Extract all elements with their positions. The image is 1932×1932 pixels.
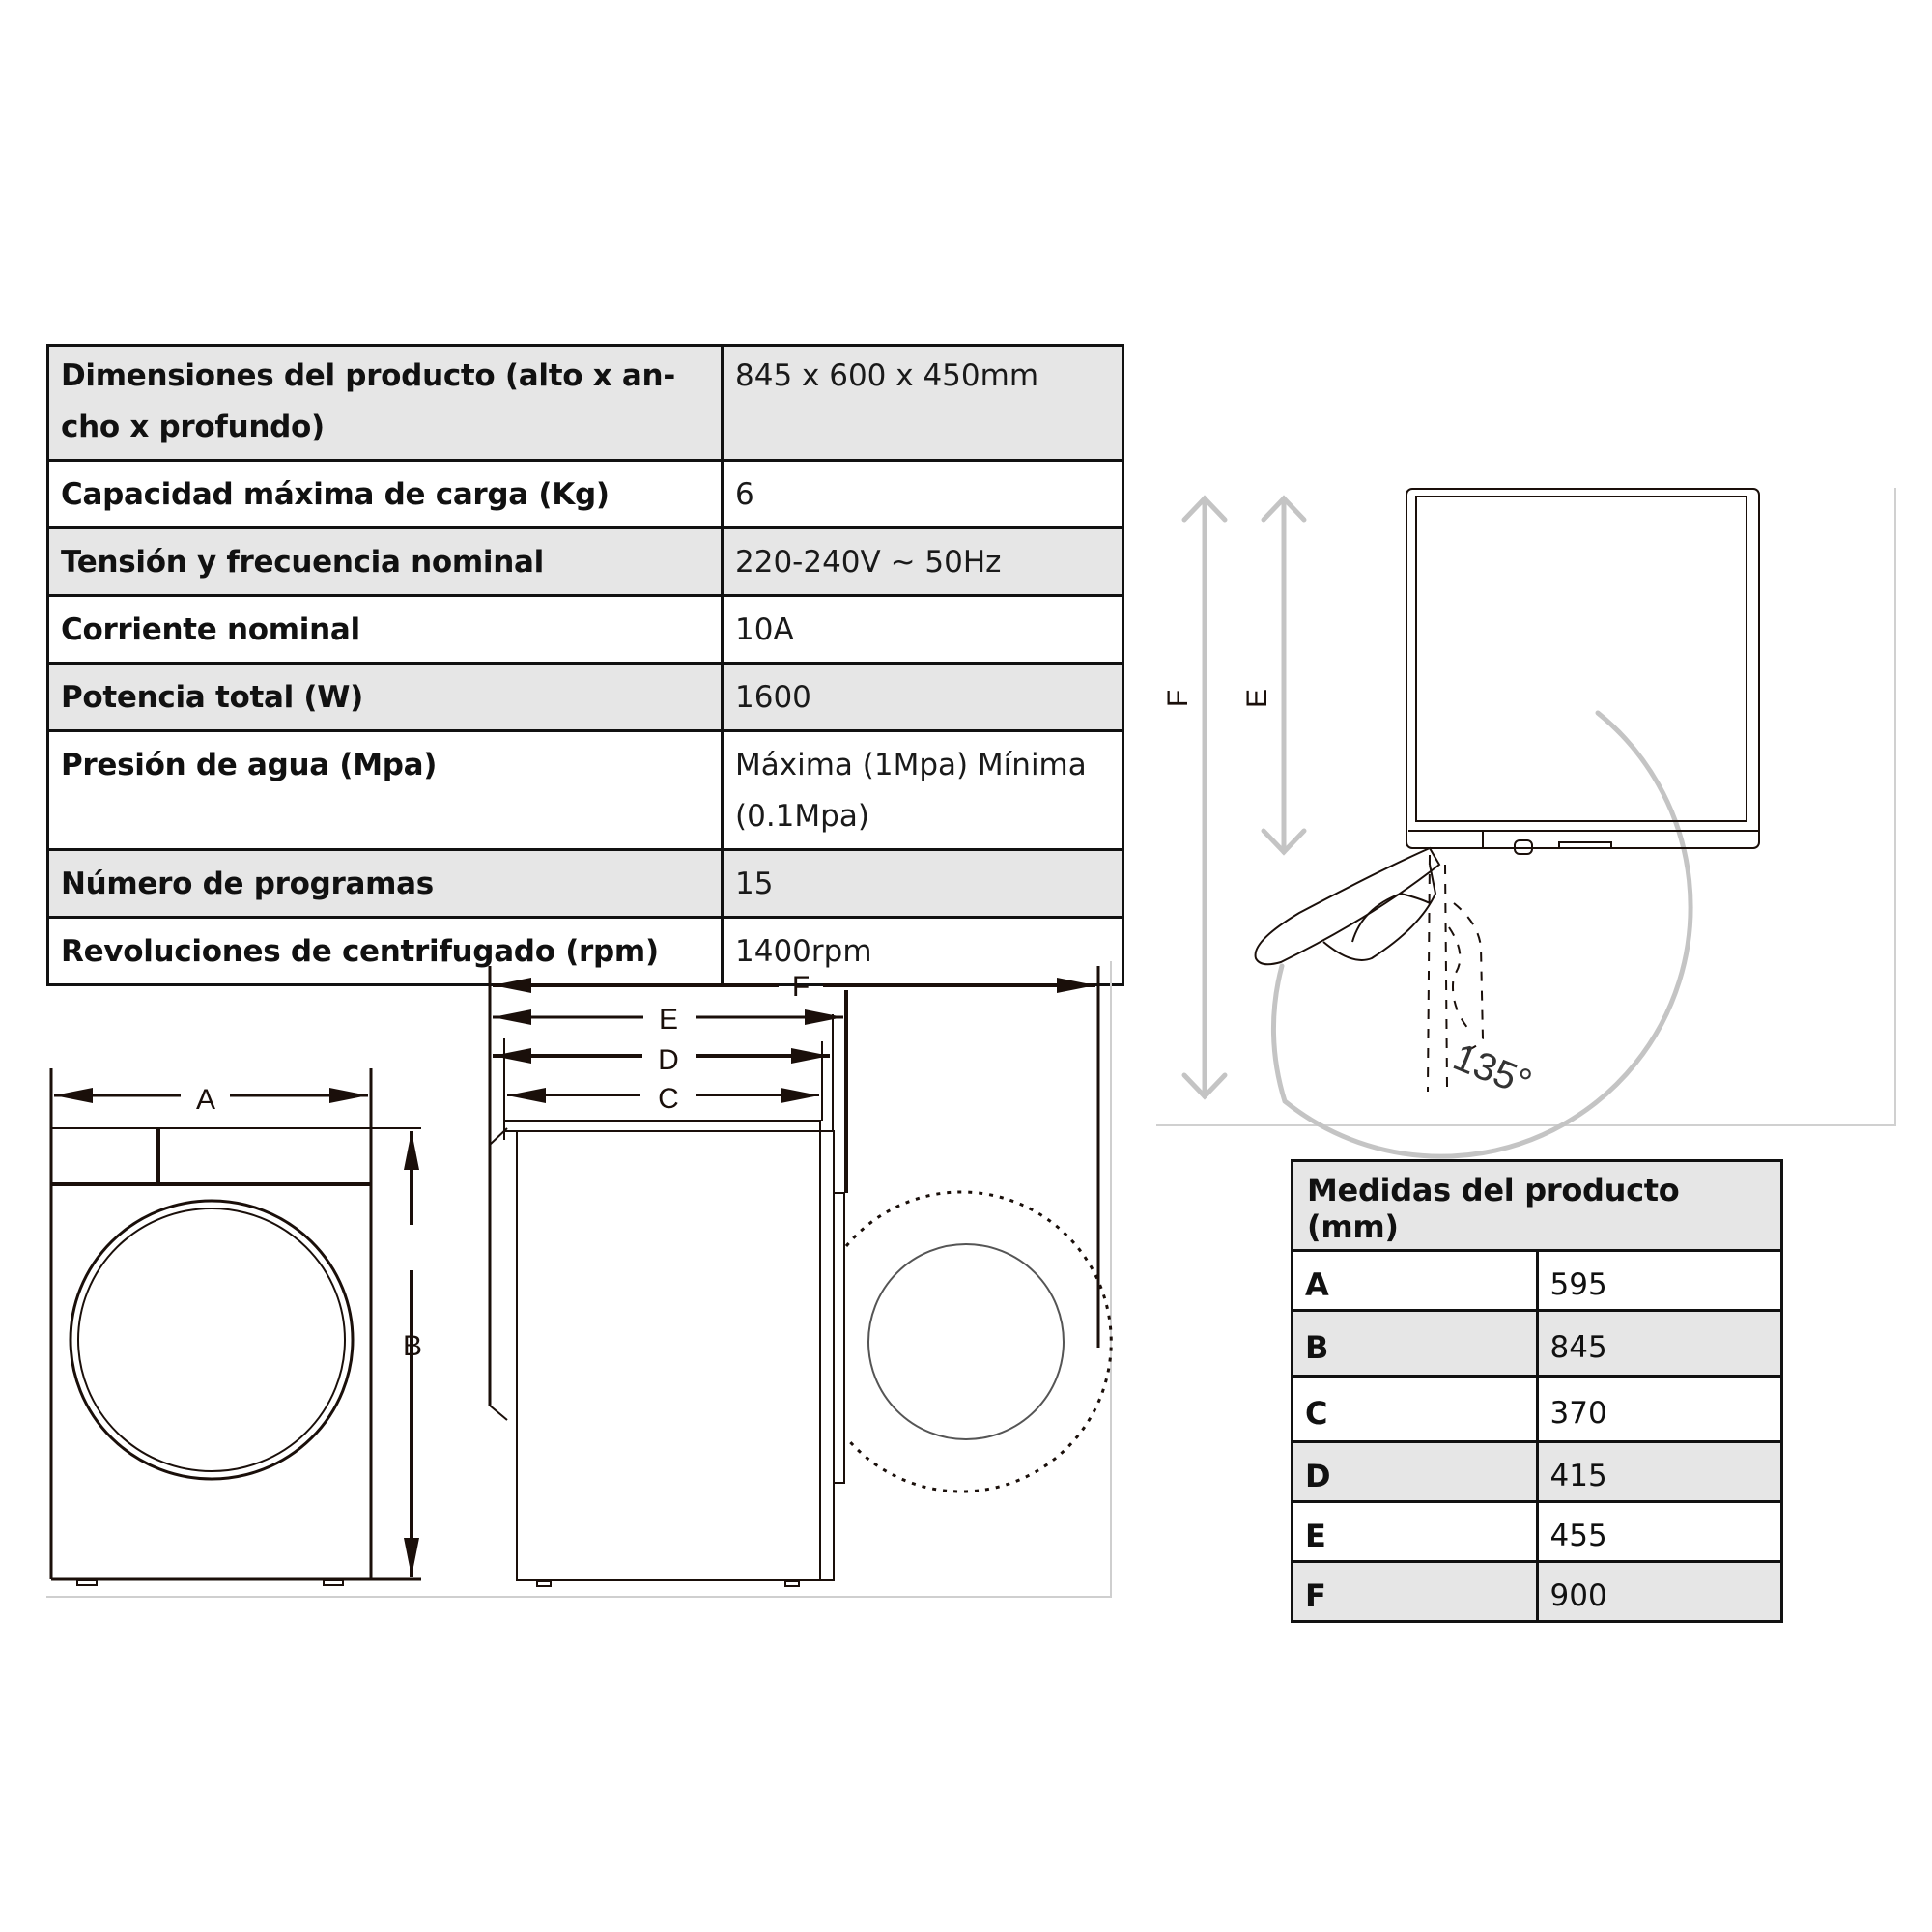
spec-value: 10A [723,596,1123,664]
spec-value: 845 x 600 x 450mm [723,346,1123,461]
dimension-label-a: A [195,1084,216,1116]
dimension-key: A [1293,1251,1538,1311]
spec-value: 15 [723,850,1123,918]
spec-label: Potencia total (W) [48,664,723,731]
spec-label-line1: Dimensiones del producto (alto x an- [61,358,675,393]
front-view [51,1068,421,1585]
top-view-label-e: E [1241,688,1273,709]
spec-value: 6 [723,461,1123,528]
dimension-label-d: D [658,1044,679,1076]
dimensions-table-header: Medidas del producto (mm) [1293,1161,1782,1251]
spec-value-line2: (0.1Mpa) [735,799,869,834]
dimension-label-c: C [658,1083,679,1115]
dimension-row-e [1293,1502,1782,1562]
dimension-label-f: F [791,971,810,1003]
side-view [490,966,1111,1586]
top-view-label-f: F [1162,689,1194,708]
spec-value: 220-240V ~ 50Hz [723,528,1123,596]
spec-label: Tensión y frecuencia nominal [48,528,723,596]
spec-value-line1: Máxima (1Mpa) Mínima [735,748,1087,782]
dimension-label-b: B [402,1330,423,1362]
dimension-value: 900 [1537,1562,1782,1622]
dimension-key: E [1293,1502,1538,1562]
dimensions-header-row [1293,1161,1782,1251]
dimension-row-c [1293,1377,1782,1442]
dimension-row-a [1293,1251,1782,1311]
spec-label: Presión de agua (Mpa) [48,731,723,850]
spec-value: 1400rpm [723,918,1123,985]
spec-label: Revoluciones de centrifugado (rpm) [48,918,723,985]
dimension-value: 370 [1537,1377,1782,1442]
dimension-value: 415 [1537,1442,1782,1502]
dimension-row-d [1293,1442,1782,1502]
dimension-value: 595 [1537,1251,1782,1311]
spec-value: 1600 [723,664,1123,731]
spec-label: Número de programas [48,850,723,918]
dimension-row-f [1293,1562,1782,1622]
dimension-key: B [1293,1311,1538,1377]
dimension-key: D [1293,1442,1538,1502]
spec-label: Corriente nominal [48,596,723,664]
dimension-label-e: E [658,1004,679,1036]
dimension-value: 845 [1537,1311,1782,1377]
product-dimensions-table [1291,1159,1783,1623]
spec-label-line2: cho x profundo) [61,410,325,444]
dimension-key: C [1293,1377,1538,1442]
spec-label: Capacidad máxima de carga (Kg) [48,461,723,528]
dimension-value: 455 [1537,1502,1782,1562]
dimension-key: F [1293,1562,1538,1622]
dimension-row-b [1293,1311,1782,1377]
door-angle-label: 135° [1447,1036,1538,1105]
